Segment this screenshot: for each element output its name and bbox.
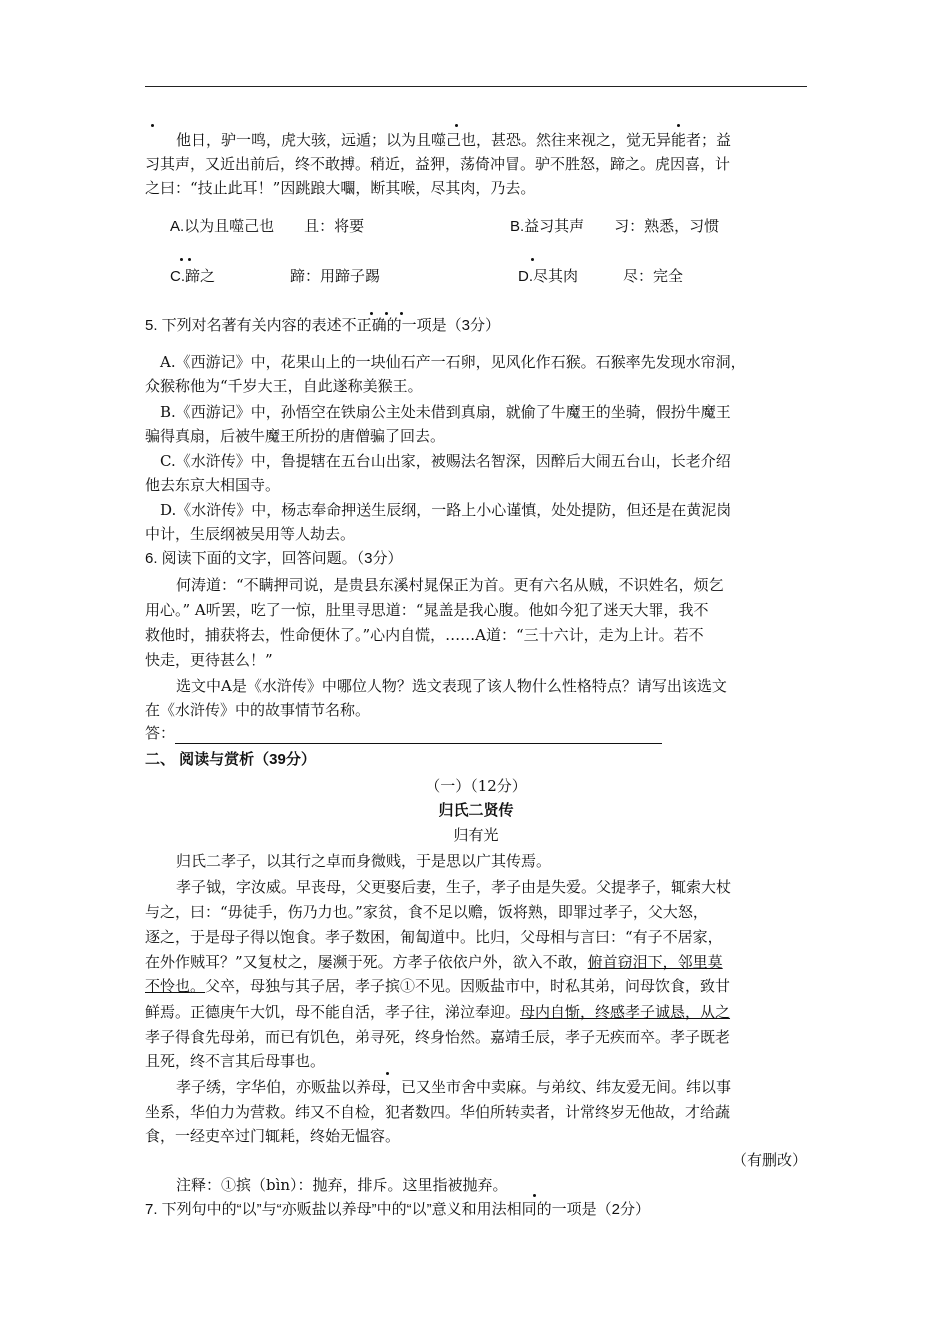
essay-text: 父卒，母独与其子居，孝子摈①不见。因贩盐市中，时私其弟，问母饮食，致甘 <box>205 977 731 995</box>
essay-text: 在外作贼耳？”又复杖之，屡濒于死。方孝子依依户外，欲入不敢， <box>145 953 588 971</box>
underlined-sentence: 母内自惭，终感孝子诚恳，从之 <box>520 1003 731 1021</box>
section-heading: 二、 阅读与赏析（39分） <box>145 751 316 768</box>
option-c: C.蹄之 蹄：用蹄子踢 <box>170 268 381 285</box>
essay-line: 归氏二孝子，以其行之卓而身微贱，于是思以广其传焉。 <box>176 852 552 870</box>
essay-line: 孝子钺，字汝威。早丧母，父更娶后妻，生子，孝子由是失爱。父提孝子，辄索大杖 <box>176 878 732 896</box>
q5-option-c: C.《水浒传》中，鲁提辖在五台山出家，被赐法名智深，因醉后大闹五台山，长老介绍 <box>160 452 731 470</box>
emphasis-dot <box>180 258 183 261</box>
emphasis-dot <box>533 1194 536 1197</box>
footnote: 注释：①摈（bìn）：抛弃，排斥。这里指被抛弃。 <box>176 1176 508 1194</box>
essay-line <box>145 951 723 973</box>
passage-line: 习其声，又近出前后，终不敢搏。稍近，益狎，荡倚冲冒。驴不胜怒，蹄之。虎因喜，计 <box>145 155 731 173</box>
essay-line <box>145 975 730 997</box>
underlined-sentence: 俯首窃泪下，邻里莫 <box>587 953 723 971</box>
underlined-sentence: 不怜也。 <box>145 977 206 995</box>
passage-line: 之曰：“技止此耳！”因跳踉大㘚，断其喉，尽其肉，乃去。 <box>145 179 536 197</box>
q6-passage-line: 何涛道：“不瞒押司说，是贵县东溪村晁保正为首。更有六名从贼，不识姓名，烦乞 <box>176 576 724 594</box>
essay-line <box>145 1001 730 1023</box>
option-b: B.益习其声 习：熟悉，习惯 <box>510 218 720 235</box>
essay-line: 与之，曰：“毋徒手，伤乃力也。”家贫，食不足以赡，饭将熟，即罪过孝子，父大怒， <box>145 903 708 921</box>
essay-author: 归有光 <box>453 826 499 844</box>
q5-option-a: A.《西游记》中，花果山上的一块仙石产一石卵，见风化作石猴。石猴率先发现水帘洞， <box>160 353 746 371</box>
q6-passage-line: 用心。” A听罢，吃了一惊，肚里寻思道：“晁盖是我心腹。他如今犯了迷天大罪，我不 <box>145 601 709 619</box>
option-d: D.尽其肉 尽：完全 <box>518 268 684 285</box>
q5-option-d-cont: 中计，生辰纲被吴用等人劫去。 <box>145 525 356 543</box>
essay-line: 孝子绣，字华伯，亦贩盐以养母，已又坐市舍中卖麻。与弟纹、纬友爱无间。纬以事 <box>176 1078 732 1096</box>
answer-label: 答： <box>145 724 176 742</box>
emphasis-dot <box>677 124 680 127</box>
emphasis-dot <box>455 124 458 127</box>
essay-title: 归氏二贤传 <box>438 802 514 819</box>
essay-line: 逐之，于是母子得以饱食。孝子数困，匍匐道中。比归，父母相与言曰：“有子不居家， <box>145 928 723 946</box>
essay-line: 坐系，华伯力为营救。纬又不自检，犯者数四。华伯所转卖者，计常终岁无他故，才给蔬 <box>145 1103 731 1121</box>
option-a: A.以为且噬己也 且：将要 <box>170 218 365 235</box>
top-rule <box>145 86 807 87</box>
q5-option-d: D.《水浒传》中，杨志奉命押送生辰纲，一路上小心谨慎，处处提防，但还是在黄泥岗 <box>160 501 732 519</box>
question-7-stem: 7. 下列句中的“以”与“亦贩盐以养母”中的“以”意义和用法相同的一项是（2分） <box>145 1201 650 1218</box>
question-5-stem: 5. 下列对名著有关内容的表述不正确的一项是（3分） <box>145 317 501 334</box>
part-label: （一）（12分） <box>425 777 527 795</box>
essay-line: 孝子得食先母弟，而已有饥色，弟寻死，终身怡然。嘉靖壬辰，孝子无疾而卒。孝子既老 <box>145 1028 731 1046</box>
q5-option-c-cont: 他去东京大相国寺。 <box>145 476 281 494</box>
q6-answer-line <box>145 722 662 744</box>
q5-option-a-cont: 众猴称他为“千岁大王，自此遂称美猴王。 <box>145 377 423 395</box>
essay-text: 鲜焉。正德庚午大饥，母不能自活，孝子往，涕泣奉迎。 <box>145 1003 521 1021</box>
q5-option-b: B.《西游记》中，孙悟空在铁扇公主处未借到真扇，就偷了牛魔王的坐骑，假扮牛魔王 <box>160 403 731 421</box>
question-6-stem: 6. 阅读下面的文字，回答问题。（3分） <box>145 550 403 567</box>
q6-passage-line: 救他时，捕获将去，性命便休了。”心内自慌，……A道：“三十六计，走为上计。若不 <box>145 626 704 644</box>
emphasis-dot <box>188 258 191 261</box>
emphasis-dot <box>386 1072 389 1075</box>
essay-line: 且死，终不言其后母事也。 <box>145 1052 326 1070</box>
emphasis-dot <box>531 258 534 261</box>
q6-passage-line: 快走，更待甚么！” <box>145 651 273 669</box>
q5-option-b-cont: 骗得真扇，后被牛魔王所扮的唐僧骗了回去。 <box>145 427 446 445</box>
q6-question-line: 选文中A是《水浒传》中哪位人物？选文表现了该人物什么性格特点？请写出该选文 <box>176 677 727 695</box>
answer-blank[interactable] <box>175 729 662 744</box>
essay-line: 食，一经吏卒过门辄耗，终始无愠容。 <box>145 1127 401 1145</box>
source-note: （有删改） <box>731 1151 807 1169</box>
q6-question-line: 在《水浒传》中的故事情节名称。 <box>145 701 371 719</box>
emphasis-dot <box>151 124 154 127</box>
passage-line: 他日，驴一鸣，虎大骇，远遁；以为且噬己也，甚恐。然往来视之，觉无异能者；益 <box>176 131 732 149</box>
